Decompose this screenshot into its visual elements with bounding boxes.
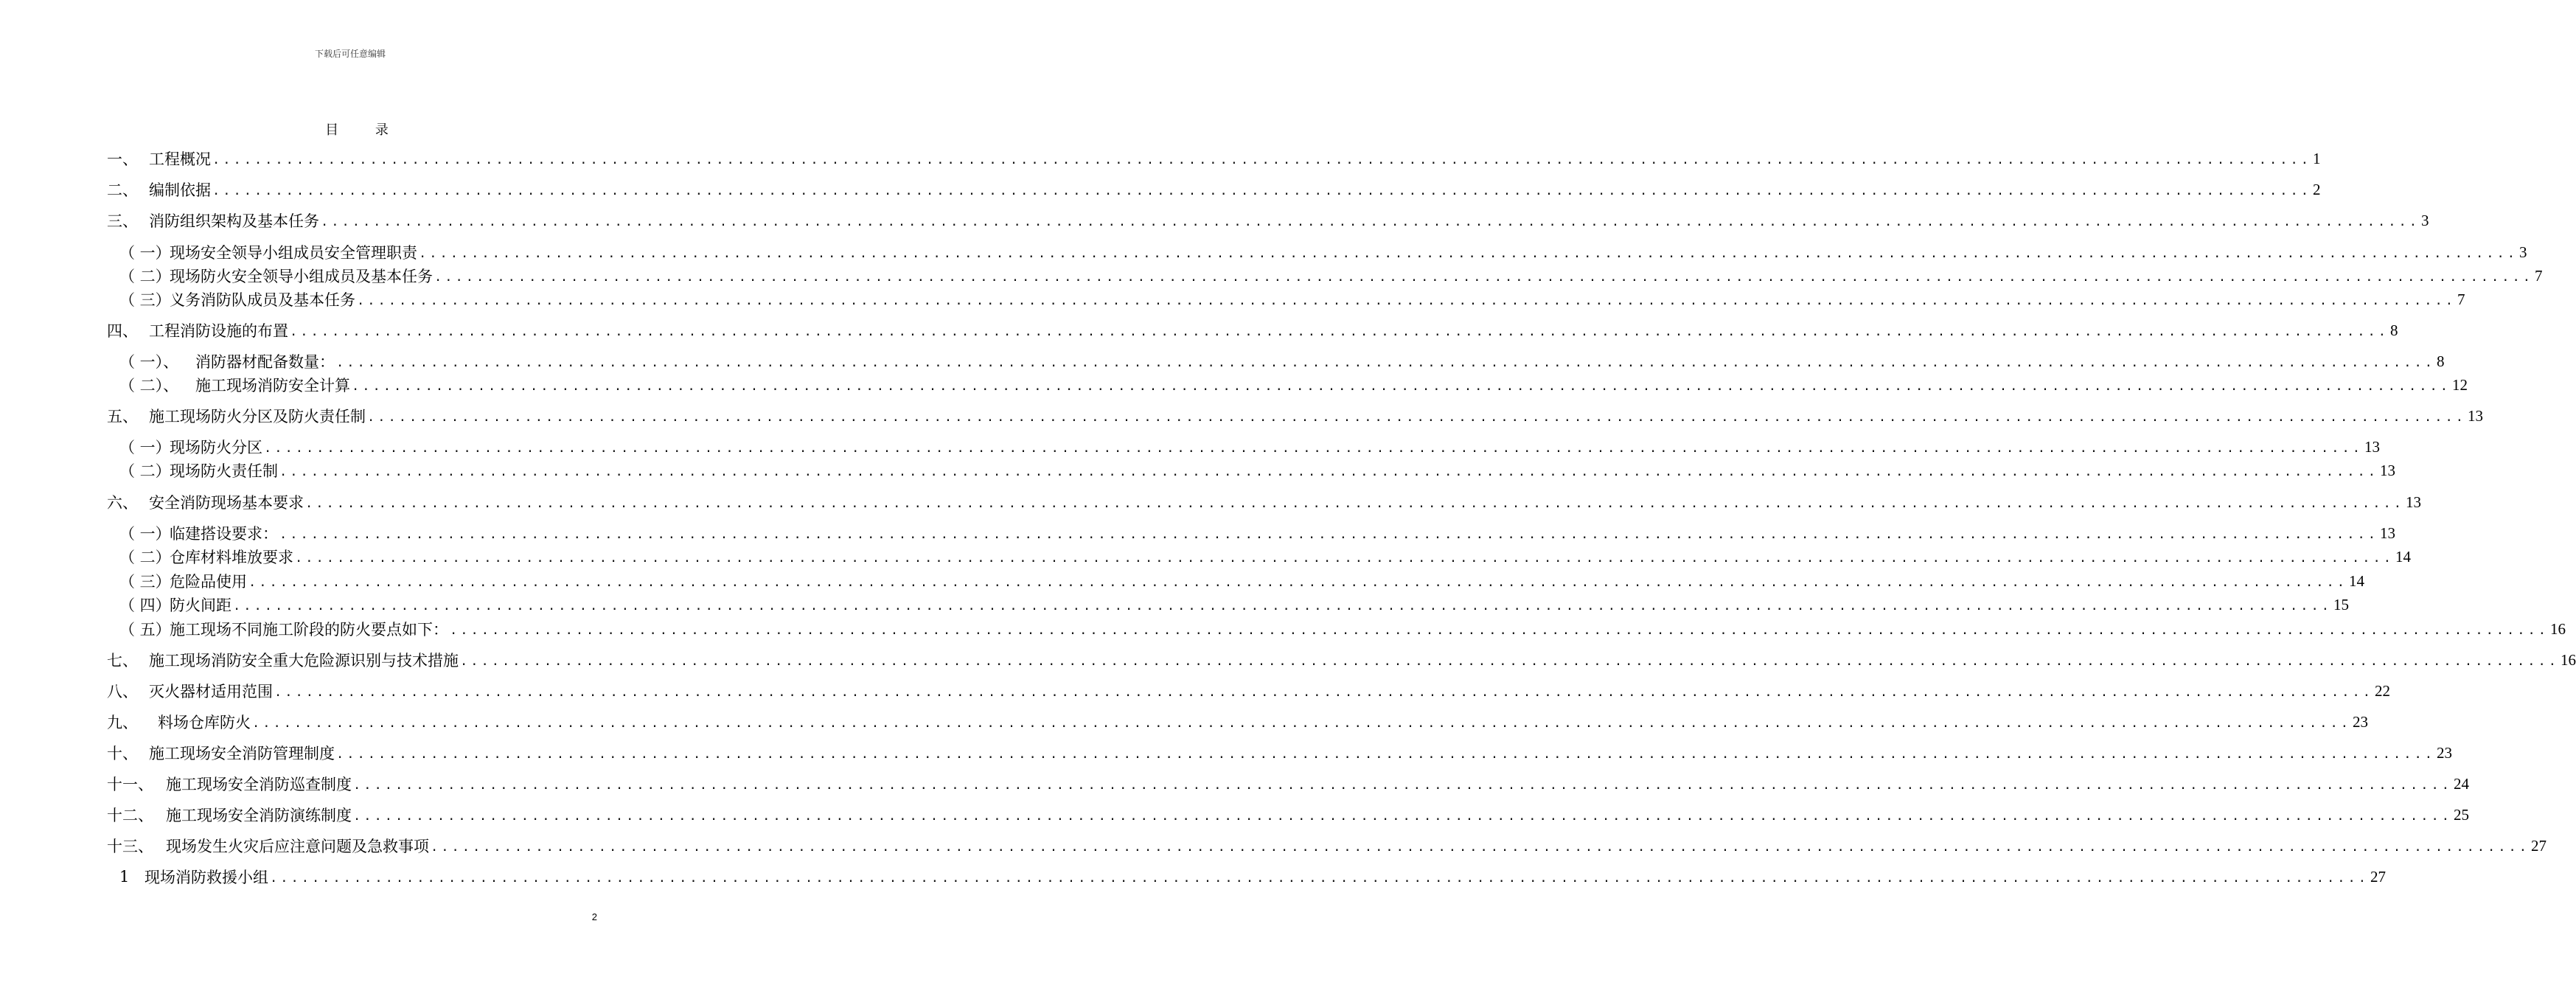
toc-entry-page: 23 xyxy=(2352,712,2368,731)
toc-entry[interactable] xyxy=(107,711,2368,733)
toc-leader: ........................................................................................................................................................................................................ xyxy=(353,809,2452,824)
toc-entry-text: 灭火器材适用范围 xyxy=(149,683,273,700)
toc-leader: ........................................................................................................................................................................................................ xyxy=(274,685,2373,700)
toc-entry[interactable] xyxy=(107,178,2321,201)
toc-leader: ........................................................................................................................................................................................................ xyxy=(321,215,2420,229)
toc-leader: ........................................................................................................................................................................................................ xyxy=(279,527,2378,542)
toc-leader: ........................................................................................................................................................................................................ xyxy=(336,355,2435,370)
toc-entry-number: 八、 xyxy=(107,683,138,700)
toc-entry-number: 一、 xyxy=(107,150,138,168)
toc-entry[interactable] xyxy=(107,649,2576,671)
toc-entry[interactable] xyxy=(107,680,2390,702)
toc-entry-page: 8 xyxy=(2389,321,2398,339)
toc-leader: ........................................................................................................................................................................................................ xyxy=(336,747,2435,762)
toc-entry-page: 24 xyxy=(2453,774,2469,793)
toc-leader: ........................................................................................................................................................................................................ xyxy=(290,324,2389,339)
toc-entry-text: 施工现场安全消防演练制度 xyxy=(166,807,352,824)
toc-entry-text: 危险品使用 xyxy=(170,573,247,591)
toc-leader: ........................................................................................................................................................................................................ xyxy=(431,840,2530,855)
toc-entry-page: 7 xyxy=(2534,266,2543,285)
toc-entry[interactable] xyxy=(119,374,2468,396)
toc-leader: ........................................................................................................................................................................................................ xyxy=(419,246,2518,261)
toc-entry[interactable] xyxy=(119,436,2380,458)
toc-entry[interactable] xyxy=(107,319,2398,341)
toc-entry-text: 料场仓库防火 xyxy=(158,714,251,731)
toc-entry-number: （ 三） xyxy=(119,291,171,309)
toc-leader: ........................................................................................................................................................................................................ xyxy=(212,153,2311,167)
toc-entry-page: 27 xyxy=(2530,836,2547,855)
toc-entry-number: （ 二） xyxy=(119,462,171,480)
toc-leader: ........................................................................................................................................................................................................ xyxy=(352,379,2451,394)
toc-entry-text: 现场消防救援小组 xyxy=(145,869,268,886)
toc-entry-number: （ 一） xyxy=(119,525,171,543)
header-note: 下载后可任意编辑 xyxy=(314,49,386,59)
toc-entry-text: 现场防火安全领导小组成员及基本任务 xyxy=(170,268,433,285)
toc-entry-text: 现场防火责任制 xyxy=(170,462,278,480)
toc-entry-number: 十、 xyxy=(107,745,138,762)
toc-leader: ........................................................................................................................................................................................................ xyxy=(279,465,2378,479)
toc-entry[interactable] xyxy=(119,546,2411,568)
toc-entry[interactable] xyxy=(119,459,2395,481)
toc-entry-page: 2 xyxy=(2312,180,2321,198)
toc-leader: ........................................................................................................................................................................................................ xyxy=(367,410,2466,425)
toc-entry-page: 13 xyxy=(2379,461,2395,479)
toc-leader: ........................................................................................................................................................................................................ xyxy=(252,716,2351,731)
toc-entry[interactable] xyxy=(107,773,2469,795)
toc-entry-text: 编制依据 xyxy=(149,181,211,199)
toc-entry-text: 施工现场安全消防巡查制度 xyxy=(166,776,352,793)
toc-entry-page: 25 xyxy=(2453,805,2469,824)
toc-leader: ........................................................................................................................................................................................................ xyxy=(295,551,2394,566)
toc-leader: ........................................................................................................................................................................................................ xyxy=(305,496,2404,511)
toc-entry-page: 13 xyxy=(2405,493,2421,511)
toc-title: 目 录 xyxy=(325,122,405,138)
toc-entry[interactable] xyxy=(107,147,2321,170)
toc-entry-page: 14 xyxy=(2348,571,2364,590)
toc-entry-page: 13 xyxy=(2467,406,2483,425)
toc-entry-number: （ 二）、 xyxy=(119,377,179,394)
toc-entry-page: 7 xyxy=(2457,290,2465,308)
toc-entry-number: 十二、 xyxy=(107,807,153,824)
toc-entry-number: 四、 xyxy=(107,322,138,340)
toc-entry-page: 16 xyxy=(2549,619,2566,638)
toc-entry-number: （ 五） xyxy=(119,621,171,639)
toc-entry-number: （ 二） xyxy=(119,549,171,566)
toc-entry-number: 1 xyxy=(119,868,130,886)
toc-entry-number: （ 一）、 xyxy=(119,353,179,371)
toc-entry-text: 仓库材料堆放要求 xyxy=(170,549,293,566)
toc-leader: ........................................................................................................................................................................................................ xyxy=(357,293,2456,308)
toc-entry-text: 现场发生火灾后应注意问题及急救事项 xyxy=(166,838,429,855)
toc-entry[interactable] xyxy=(107,742,2452,764)
toc-entry-text: 消防器材配备数量： xyxy=(195,353,335,371)
toc-entry-text: 现场防火分区 xyxy=(170,439,262,456)
toc-entry-number: （ 一） xyxy=(119,244,171,262)
toc-entry-number: （ 一） xyxy=(119,439,171,456)
toc-entry-number: 三、 xyxy=(107,212,138,230)
toc-leader: ........................................................................................................................................................................................................ xyxy=(233,599,2332,613)
toc-entry-page: 3 xyxy=(2518,243,2527,261)
toc-entry-page: 13 xyxy=(2379,524,2395,542)
toc-entry[interactable] xyxy=(107,491,2421,513)
toc-entry[interactable] xyxy=(119,594,2349,616)
toc-entry-text: 工程概况 xyxy=(149,150,211,168)
toc-entry-page: 23 xyxy=(2436,743,2452,762)
toc-entry-number: 七、 xyxy=(107,652,138,670)
toc-entry-text: 消防组织架构及基本任务 xyxy=(149,212,319,230)
toc-entry-page: 3 xyxy=(2420,211,2429,229)
toc-entry-text: 工程消防设施的布置 xyxy=(149,322,288,340)
toc-entry-number: （ 三） xyxy=(119,573,171,591)
toc-entry-number: （ 二） xyxy=(119,268,171,285)
toc-leader: ........................................................................................................................................................................................................ xyxy=(450,623,2549,638)
toc-leader: ........................................................................................................................................................................................................ xyxy=(434,270,2533,285)
toc-entry-text: 义务消防队成员及基本任务 xyxy=(170,291,355,309)
toc-entry[interactable] xyxy=(119,265,2543,287)
toc-entry-number: 十一、 xyxy=(107,776,153,793)
toc-leader: ........................................................................................................................................................................................................ xyxy=(460,654,2559,669)
toc-entry-page: 1 xyxy=(2312,149,2321,167)
toc-entry[interactable] xyxy=(107,209,2429,232)
toc-entry-number: （ 四） xyxy=(119,597,171,614)
toc-entry-page: 15 xyxy=(2333,595,2349,613)
toc-entry[interactable] xyxy=(107,405,2483,427)
toc-entry-text: 临建搭设要求： xyxy=(170,525,278,543)
toc-leader: ........................................................................................................................................................................................................ xyxy=(264,441,2363,456)
toc-leader: ........................................................................................................................................................................................................ xyxy=(212,184,2311,198)
toc-entry[interactable] xyxy=(119,866,2386,888)
toc-entry-page: 12 xyxy=(2451,375,2468,394)
toc-entry-text: 防火间距 xyxy=(170,597,232,614)
toc-entry-text: 施工现场消防安全重大危险源识别与技术措施 xyxy=(149,652,459,670)
toc-leader: ........................................................................................................................................................................................................ xyxy=(353,778,2452,793)
toc-entry-text: 施工现场不同施工阶段的防火要点如下： xyxy=(170,621,448,639)
toc-entry-number: 二、 xyxy=(107,181,138,199)
toc-entry-number: 十三、 xyxy=(107,838,153,855)
page-number: 2 xyxy=(591,911,597,922)
toc-entry-text: 施工现场防火分区及防火责任制 xyxy=(149,408,366,425)
toc-entry[interactable] xyxy=(107,804,2469,826)
toc-entry-page: 14 xyxy=(2395,547,2411,566)
toc-entry-text: 施工现场消防安全计算 xyxy=(195,377,350,394)
toc-leader: ........................................................................................................................................................................................................ xyxy=(270,871,2369,886)
toc-entry[interactable] xyxy=(119,522,2395,544)
toc-entry[interactable] xyxy=(119,618,2566,640)
toc-leader: ........................................................................................................................................................................................................ xyxy=(248,575,2347,590)
toc-entry-number: 九、 xyxy=(107,714,138,731)
toc-entry[interactable] xyxy=(107,835,2547,857)
toc-entry[interactable] xyxy=(119,288,2465,310)
toc-entry-page: 22 xyxy=(2374,681,2390,700)
toc-entry-page: 16 xyxy=(2560,650,2576,669)
toc-entry-page: 8 xyxy=(2436,352,2445,370)
toc-entry-number: 六、 xyxy=(107,494,138,512)
toc-entry-text: 安全消防现场基本要求 xyxy=(149,494,304,512)
toc-entry-page: 13 xyxy=(2364,437,2380,456)
toc-entry[interactable] xyxy=(119,241,2527,263)
toc-entry-page: 27 xyxy=(2370,867,2386,886)
toc-entry-text: 现场安全领导小组成员安全管理职责 xyxy=(170,244,417,262)
toc-entry-text: 施工现场安全消防管理制度 xyxy=(149,745,335,762)
toc-entry-number: 五、 xyxy=(107,408,138,425)
toc-entry[interactable] xyxy=(119,350,2445,372)
toc-entry[interactable] xyxy=(119,570,2364,592)
